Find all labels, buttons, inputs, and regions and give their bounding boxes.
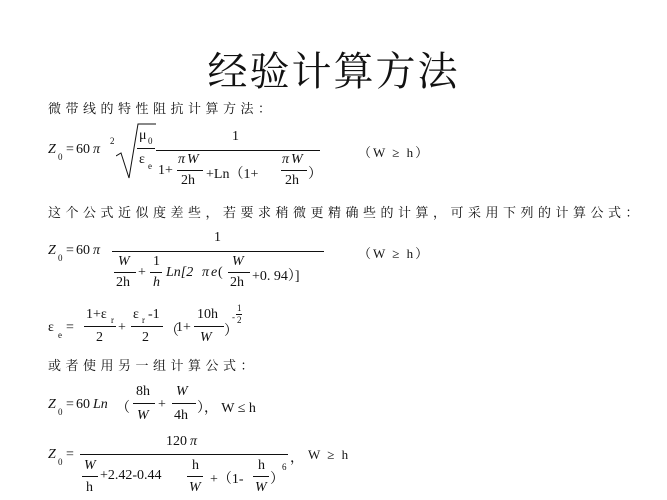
page-title: 经验计算方法 (207, 49, 460, 95)
condition-1: （W ≥ h） (358, 145, 431, 160)
radical-sign (116, 120, 156, 180)
condition-4: W ≥ h (308, 447, 351, 462)
alt-text: 或者使用另一组计算公式： (48, 359, 259, 374)
intro-text: 微带线的特性阻抗计算方法： (48, 102, 276, 117)
middle-text: 这个公式近似度差些，若要求稍微更精确些的计算，可采用下列的计算公式： (48, 206, 644, 221)
condition-2: （W ≥ h） (358, 246, 431, 261)
